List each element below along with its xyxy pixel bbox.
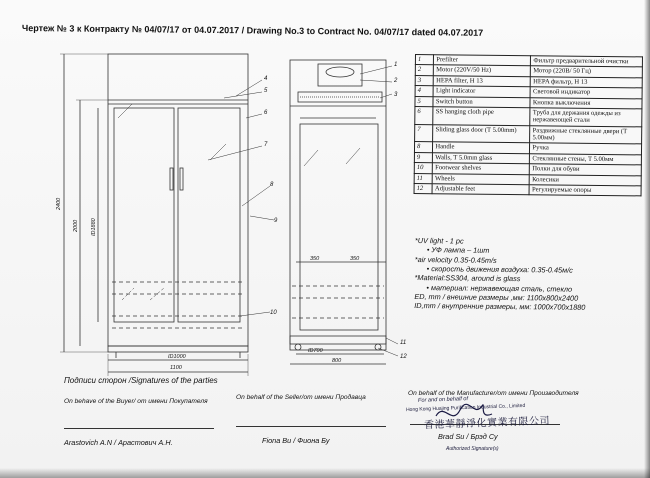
dim-depth-total: 800: [332, 358, 342, 364]
dim-height-total: 2400: [56, 197, 62, 210]
callout-7: 7: [264, 142, 268, 148]
buyer-label: On behave of the Buyer/ от имени Покупателя: [64, 398, 208, 405]
callout-6: 6: [264, 110, 268, 116]
spec-cell-en: SS hanging cloth pipe: [433, 107, 530, 126]
callout-9: 9: [274, 218, 278, 224]
stamp-line2: Hong Kong Huajing Purification Industrial Co., Limited: [405, 402, 526, 414]
stamp-line4: Authorized Signature(s): [446, 446, 499, 452]
spec-cell-en: Footwear shelves: [433, 163, 530, 174]
spec-cell-ru: Фильтр предварительной очистки: [531, 56, 643, 68]
document-header: Чертеж № 3 к Контракту № 04/07/17 от 04.07.2017 / Drawing No.3 to Contract No. 04/07/17 dated 04.07.2017: [21, 23, 484, 38]
dim-width-front: 1100: [170, 365, 182, 371]
dim-gap-right: 350: [350, 256, 360, 262]
dim-gap-left: 350: [310, 256, 320, 262]
spec-cell-ru: Ручка: [530, 143, 642, 155]
spec-cell-ru: Мотор (220В/ 50 Гц): [531, 66, 643, 78]
note-air-ru: • скорость движения воздуха: 0.35-0.45м/с: [426, 264, 573, 275]
dim-width-id-front: ID1000: [168, 354, 186, 360]
note-uv-ru: • УФ лампа – 1шт: [426, 245, 490, 256]
spec-cell-en: Prefilter: [434, 55, 531, 66]
spec-cell-no: 5: [415, 96, 433, 107]
stamp-line3: 香港華靜淨化實業有限公司: [423, 415, 551, 432]
spec-cell-en: Motor (220V/50 Hz): [434, 65, 531, 76]
spec-cell-no: 12: [414, 183, 432, 194]
callout-11: 11: [400, 340, 407, 346]
callout-4: 4: [264, 76, 268, 82]
spec-cell-ru: Световой индикатор: [530, 87, 642, 99]
spec-cell-en: Walls, T 5.0mm glass: [433, 152, 530, 163]
spec-cell-no: 9: [414, 152, 432, 163]
spec-cell-no: 10: [414, 163, 432, 174]
callout-12: 12: [400, 354, 407, 360]
spec-cell-en: Handle: [433, 142, 530, 153]
note-air: *air velocity 0.35-0.45m/s: [414, 254, 497, 265]
spec-cell-ru: HEPA фильтр, H 13: [531, 76, 643, 88]
signatures-title: Подписи сторон /Signatures of the parties: [64, 376, 218, 385]
spec-cell-en: HEPA filter, H 13: [434, 75, 531, 86]
spec-cell-no: 6: [415, 106, 434, 124]
seller-label: On behalf of the Seller/от имени Продавца: [236, 394, 366, 401]
stamp-line1: For and on behalf of: [417, 396, 469, 404]
spec-cell-no: 7: [415, 124, 434, 142]
spec-cell-no: 8: [414, 142, 432, 153]
spec-cell-en: Light indicator: [433, 86, 530, 97]
callout-8: 8: [270, 182, 274, 188]
spec-cell-ru: Регулируемые опоры: [529, 185, 641, 197]
spec-cell-ru: Труба для держания одежды из нержавеющей стали: [530, 108, 642, 127]
buyer-name: Arastovich A.N / Арастович А.Н.: [64, 438, 173, 447]
callout-10: 10: [270, 310, 277, 316]
note-material: *Material:SS304, around is glass: [414, 273, 521, 284]
callout-2: 2: [394, 78, 398, 84]
spec-cell-en: Adjustable feet: [432, 184, 529, 195]
callout-3: 3: [394, 92, 398, 98]
spec-cell-ru: Стеклянные стены, T 5.00мм: [530, 153, 642, 165]
note-material-ru: • материал: нержавеющая сталь, стекло: [426, 282, 573, 294]
spec-cell-ru: Колесики: [530, 174, 642, 186]
seller-name: Fiona Bu / Фиона Бу: [262, 436, 330, 445]
callout-1: 1: [394, 62, 398, 68]
spec-cell-no: 4: [415, 86, 433, 97]
note-id: ID,mm / внутренние размеры, мм: 1000x700x1880: [414, 301, 586, 313]
spec-cell-en: Switch button: [433, 96, 530, 107]
dim-height-inner: 2000: [73, 219, 79, 232]
spec-cell-no: 2: [415, 65, 433, 76]
spec-cell-no: 3: [415, 75, 433, 86]
spec-cell-no: 11: [414, 173, 432, 184]
spec-cell-ru: Полки для обуви: [530, 164, 642, 176]
page-shadow-bottom: [0, 468, 650, 478]
spec-cell-ru: Кнопка выключения: [530, 97, 642, 109]
spec-cell-ru: Раздвижные стеклянные двери (T 5.00мм): [530, 125, 642, 144]
note-ed: ED, mm / внешние размеры ,мм: 1100x800x2400: [414, 291, 579, 303]
dim-height-id: ID1880: [91, 218, 97, 236]
dim-depth-id: ID700: [308, 348, 323, 354]
spec-cell-no: 1: [415, 55, 433, 66]
spec-cell-en: Sliding glass door (T 5.00mm): [433, 124, 530, 143]
manufacturer-name: Brad Su / Брэд Су: [438, 432, 498, 441]
manufacturer-label: On behalf of the Manufacturer/от имени Производителя: [408, 390, 579, 397]
spec-cell-en: Wheels: [433, 173, 530, 184]
callout-5: 5: [264, 88, 268, 94]
note-uv: *UV light - 1 pc: [414, 236, 464, 246]
page-shadow-right: [644, 0, 650, 478]
